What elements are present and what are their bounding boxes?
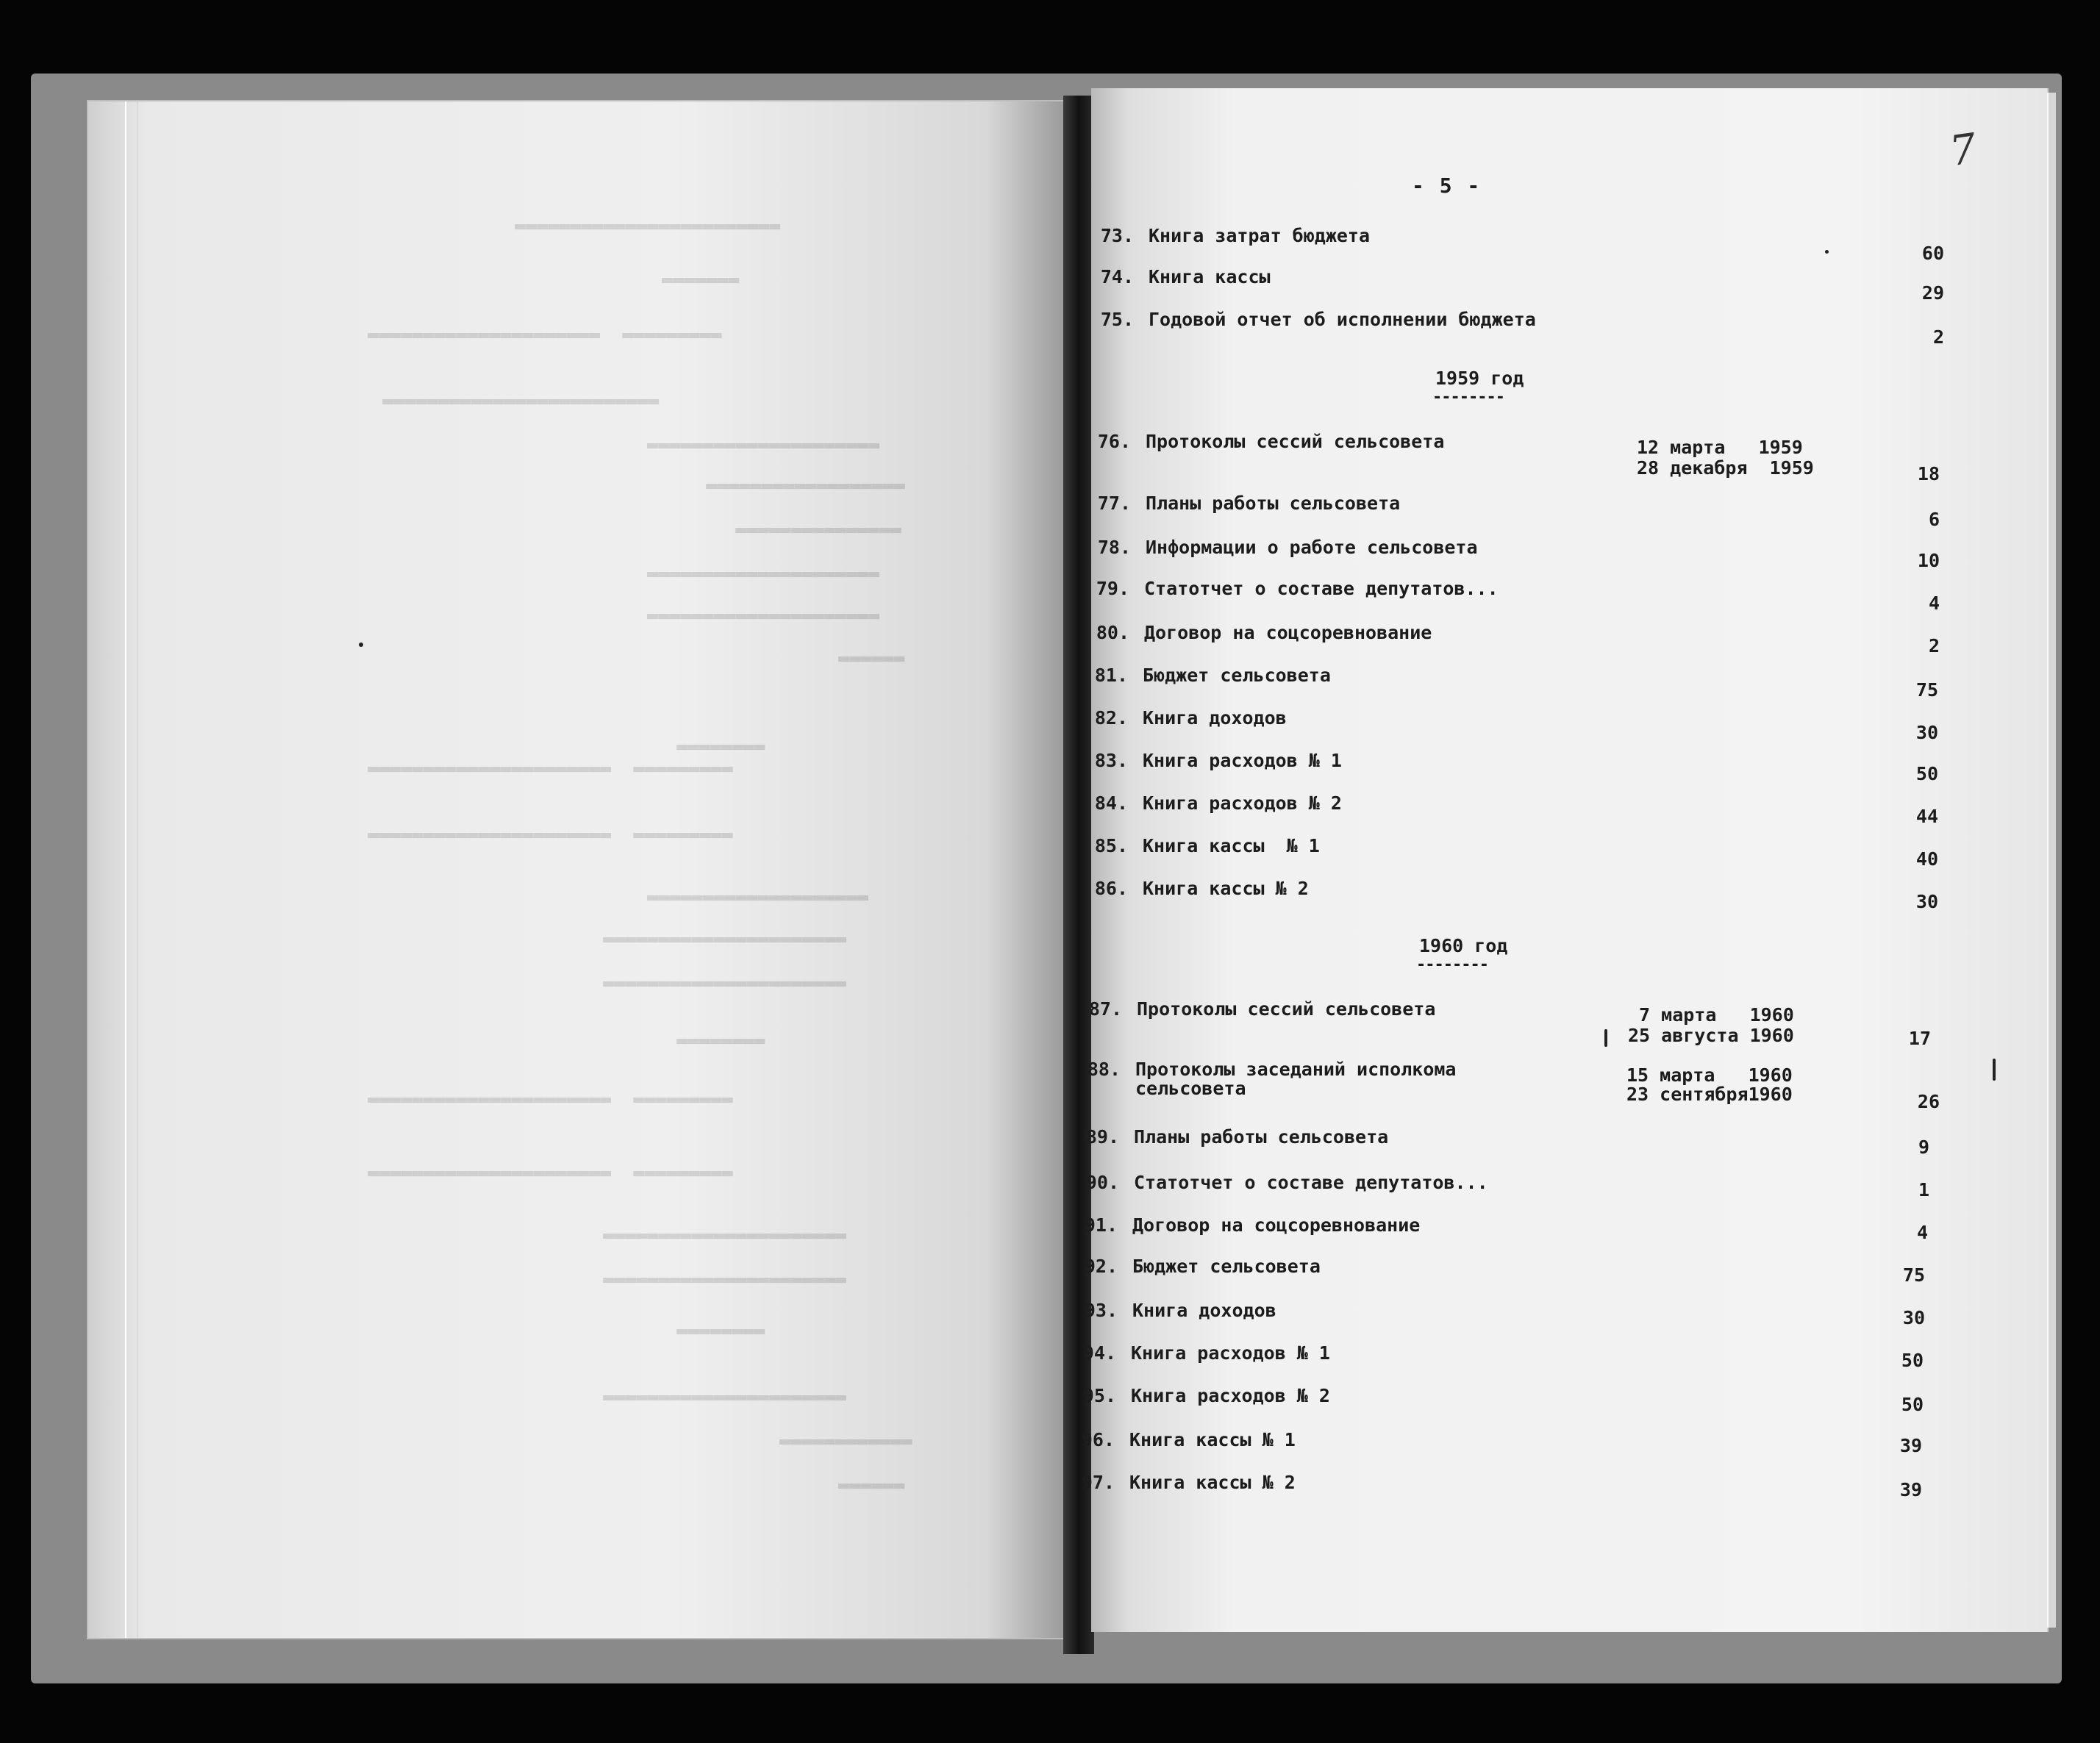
entry-date-end: 23 сентября1960 [1626,1084,1793,1105]
entry-date-start: 12 марта 1959 [1637,437,1803,458]
entry-title: Книга кассы № 2 [1129,1472,1296,1493]
entry-count: 4 [1928,593,1940,614]
scan-speck [1825,250,1829,254]
entry-count: 9 [1918,1137,1929,1158]
entry-count: 39 [1899,1435,1922,1456]
entry-number: 74. [1100,266,1134,287]
left-page [87,100,1066,1639]
entry-count: 17 [1908,1028,1931,1049]
entry-number: 78. [1097,537,1131,558]
year-heading-1960: 1960 год [1419,935,1508,956]
page-stack-edge [2047,93,2056,1628]
entry-title: Книга кассы № 1 [1129,1429,1296,1450]
entry-count: 2 [1928,635,1940,656]
entry-title: Книга кассы № 1 [1143,835,1320,856]
entry-date-end: 25 августа 1960 [1628,1025,1794,1046]
scan-speck [1604,1029,1607,1047]
entry-number: 87. [1088,998,1122,1020]
entry-title: Книга кассы № 2 [1143,878,1309,899]
entry-count: 60 [1921,243,1944,264]
entry-count: 30 [1915,722,1938,743]
entry-number: 80. [1096,622,1129,643]
entry-number: 96. [1081,1429,1115,1450]
entry-title: Статотчет о составе депутатов... [1134,1172,1488,1193]
entry-count: 18 [1917,463,1940,484]
entry-count: 1 [1918,1179,1929,1200]
entry-count: 10 [1917,550,1940,571]
entry-count: 29 [1921,282,1944,304]
entry-title: Книга затрат бюджета [1149,225,1371,246]
entry-title: Книга расходов № 2 [1131,1385,1330,1406]
entry-number: 77. [1097,493,1131,514]
entry-count: 2 [1932,326,1944,348]
entry-number: 88. [1087,1059,1121,1080]
entry-title: Книга расходов № 1 [1131,1342,1330,1364]
entry-title: Протоколы сессий сельсовета [1146,431,1445,452]
scan-speck [1993,1059,1996,1081]
entry-number: 90. [1085,1172,1119,1193]
entry-title: Бюджет сельсовета [1132,1256,1321,1277]
entry-title: Книга расходов № 1 [1143,750,1342,771]
entry-number: 79. [1096,578,1129,599]
entry-count: 50 [1901,1394,1924,1415]
left-page-edge [125,101,138,1638]
year-rule-1959: -------- [1432,388,1504,407]
entry-title: Планы работы сельсовета [1146,493,1401,514]
entry-number: 91. [1084,1214,1118,1236]
entry-title: Статотчет о составе депутатов... [1144,578,1499,599]
entry-count: 75 [1902,1264,1925,1286]
entry-date-start: 15 марта 1960 [1626,1064,1793,1086]
entry-number: 95. [1082,1385,1116,1406]
entry-date-start: 7 марта 1960 [1628,1004,1794,1026]
entry-count: 4 [1916,1222,1928,1243]
entry-number: 82. [1094,707,1128,729]
entry-title: Бюджет сельсовета [1143,665,1331,686]
entry-number: 83. [1094,750,1128,771]
entry-title: Протоколы заседаний исполкома [1135,1059,1457,1080]
entry-count: 30 [1902,1307,1925,1328]
entry-count: 50 [1915,763,1938,784]
entry-title: Книга доходов [1143,707,1287,729]
entry-number: 94. [1082,1342,1116,1364]
entry-count: 26 [1917,1091,1940,1112]
page-number: - 5 - [1412,173,1482,198]
entry-title: Информации о работе сельсовета [1146,537,1478,558]
entry-title: Книга кассы [1149,266,1271,287]
archive-sheet-number: 7 [1946,124,1979,176]
entry-number: 93. [1084,1300,1118,1321]
entry-count: 44 [1915,806,1938,827]
entry-number: 75. [1100,309,1134,330]
year-rule-1960: -------- [1416,956,1488,974]
entry-count: 39 [1899,1479,1922,1500]
entry-title: Протоколы сессий сельсовета [1137,998,1436,1020]
entry-count: 6 [1928,509,1940,530]
scan-speck [359,643,363,647]
entry-count: 40 [1915,848,1938,870]
entry-number: 89. [1085,1126,1119,1148]
entry-title: Договор на соцсоревнование [1144,622,1432,643]
entry-title-continued: сельсовета [1135,1078,1246,1099]
entry-count: 75 [1915,679,1938,701]
year-heading-1959: 1959 год [1435,368,1524,389]
entry-number: 76. [1097,431,1131,452]
entry-count: 30 [1915,891,1938,912]
entry-date-end: 28 декабря 1959 [1637,457,1814,479]
entry-title: Годовой отчет об исполнении бюджета [1149,309,1536,330]
entry-title: Книга расходов № 2 [1143,792,1342,814]
entry-title: Книга доходов [1132,1300,1276,1321]
entry-number: 92. [1084,1256,1118,1277]
entry-number: 97. [1081,1472,1115,1493]
entry-number: 85. [1094,835,1128,856]
entry-number: 84. [1094,792,1128,814]
entry-title: Договор на соцсоревнование [1132,1214,1421,1236]
entry-title: Планы работы сельсовета [1134,1126,1389,1148]
entry-number: 86. [1094,878,1128,899]
entry-number: 81. [1094,665,1128,686]
entry-count: 50 [1901,1350,1924,1371]
entry-number: 73. [1100,225,1134,246]
